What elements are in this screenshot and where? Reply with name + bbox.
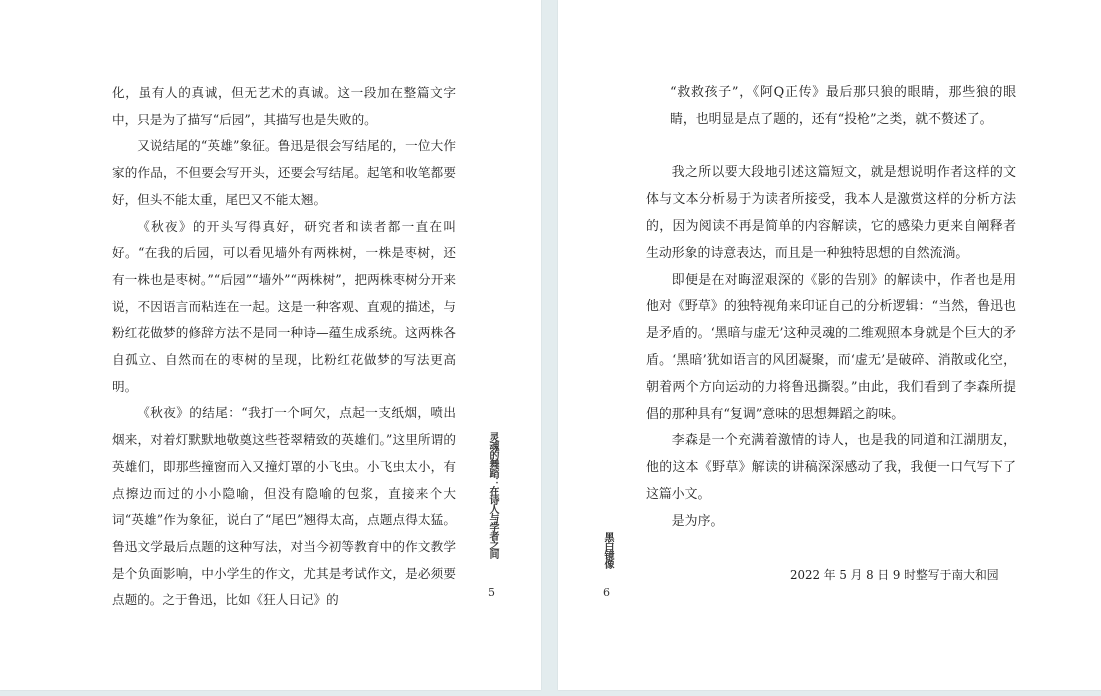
paragraph-gap: [646, 134, 1016, 161]
left-page-number: 5: [488, 586, 495, 599]
right-running-title: 黑白镜像: [602, 532, 613, 568]
right-paragraph-2: 即便是在对晦涩艰深的《影的告别》的解读中，作者也是用他对《野草》的独特视角来印证自己的分析逻辑：“当然，鲁迅也是矛盾的。‘黑暗与虚无’这种灵魂的二维观照本身就是个巨大的矛盾。‘黑暗’犹如语言的风团凝聚，而‘虚无’是破碎、消散或化空，朝着两个方向运动的力将鲁迅撕裂。”由此，我们看到了李森所提倡的那种具有“复调”意味的思想舞蹈之韵味。: [646, 272, 1016, 422]
left-running-title: 灵魂的舞蹈：在诗人与学者之间: [487, 432, 498, 558]
left-paragraph-3: 《秋夜》的开头写得真好，研究者和读者都一直在叫好。“在我的后园，可以看见墙外有两株树，一株是枣树，还有一株也是枣树。”“后园”“墙外”“两株树”，把两株枣树分开来说，不因语言而粘连在一起。这是一种客观、直观的描述，与粉红花做梦的修辞方法不是同一种诗—蕴生成系统。这两株各自孤立、自然而在的枣树的呈现，比粉红花做梦的写法更高明。: [112, 218, 456, 394]
date-signature: 2022 年 5 月 8 日 9 时整写于南大和园: [790, 568, 999, 583]
left-paragraph-1: 化，虽有人的真诚，但无艺术的真诚。这一段加在整篇文字中，只是为了描写“后园”，其描写也是失败的。: [112, 85, 456, 127]
left-paragraph-2: 又说结尾的“英雄”象征。鲁迅是很会写结尾的，一位大作家的作品，不但要会写开头，还要会写结尾。起笔和收笔都要好，但头不能太重，尾巴又不能太翘。: [112, 138, 456, 207]
left-paragraph-4: 《秋夜》的结尾：“我打一个呵欠，点起一支纸烟，喷出烟来，对着灯默默地敬奠这些苍翠精致的英雄们。”这里所谓的英雄们，即那些撞窗而入又撞灯罩的小飞虫。小飞虫太小，有点擦边而过的小小隐喻，但没有隐喻的包浆，直接来个大词“英雄”作为象征，说白了“尾巴”翘得太高，点题点得太猛。鲁迅文学最后点题的这种写法，对当今初等教育中的作文教学是个负面影响，中小学生的作文，尤其是考试作文，是必须要点题的。之于鲁迅，比如《狂人日记》的: [112, 405, 456, 608]
right-paragraph-3: 李森是一个充满着激情的诗人，也是我的同道和江湖朋友，他的这本《野草》解读的讲稿深深感动了我，我便一口气写下了这篇小文。: [646, 433, 1016, 502]
right-quote-continuation: “救救孩子”，《阿Q正传》最后那只狼的眼睛，那些狼的眼睛，也明显是点了题的，还有“投枪”之类，就不赘述了。: [670, 85, 1016, 127]
right-page-number: 6: [603, 586, 610, 599]
right-paragraph-4: 是为序。: [671, 513, 724, 529]
right-paragraph-1: 我之所以要大段地引述这篇短文，就是想说明作者这样的文体与文本分析易于为读者所接受，我本人是激赏这样的分析方法的，因为阅读不再是简单的内容解读，它的感染力更来自阐释者生动形象的诗意表达，而且是一种独特思想的自然流淌。: [646, 165, 1016, 261]
right-page-body: [646, 80, 1016, 589]
paragraph-gap: [646, 536, 1016, 563]
left-page-body: [112, 80, 456, 614]
